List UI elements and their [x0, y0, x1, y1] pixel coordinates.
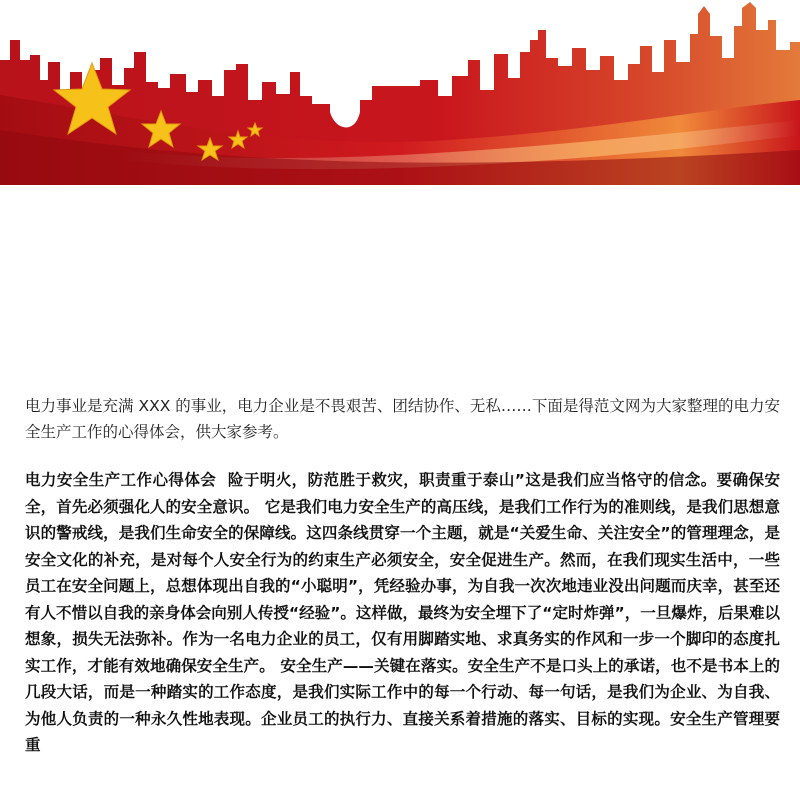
article-title: 电力安全生产工作心得体会: [25, 471, 217, 489]
document-body: [25, 393, 780, 759]
article-paragraph: [25, 467, 780, 759]
skyline-banner: [0, 0, 800, 185]
article-body: 险于明火，防范胜于救灾，职责重于泰山”这是我们应当恪守的信念。要确保安全，首先必须强化人的安全意识。 它是我们电力安全生产的高压线，是我们工作行为的准则线，是我们思想意识的警戒线，是我们生命安全的保障线。这四条线贯穿一个主题，就是“关爱生命、关注安全”的管理理念，是安全文化的补充，是对每个人安全行为的约束生产必须安全，安全促进生产。然而，在我们现实生活中，一些员工在安全问题上，总想体现出自我的“小聪明”，凭经验办事，为自我一次次地违业没出问题而庆幸，甚至还有人不惜以自我的亲身体会向别人传授“经验”。这样做，最终为安全埋下了“定时炸弹”，一旦爆炸，后果难以想象，损失无法弥补。作为一名电力企业的员工，仅有用脚踏实地、求真务实的作风和一步一个脚印的态度扎实工作，才能有效地确保安全生产。 安全生产——关键在落实。安全生产不是口头上的承诺，也不是书本上的几段大话，而是一种踏实的工作态度，是我们实际工作中的每一个行动、每一句话，是我们为企业、为自我、为他人负责的一种永久性地表现。企业员工的执行力、直接关系着措施的落实、目标的实现。安全生产管理要重: [25, 471, 780, 754]
intro-paragraph: 电力事业是充满 XXX 的事业，电力企业是不畏艰苦、团结协作、无私……下面是得范文网为大家整理的电力安全生产工作的心得体会，供大家参考。: [25, 397, 780, 441]
